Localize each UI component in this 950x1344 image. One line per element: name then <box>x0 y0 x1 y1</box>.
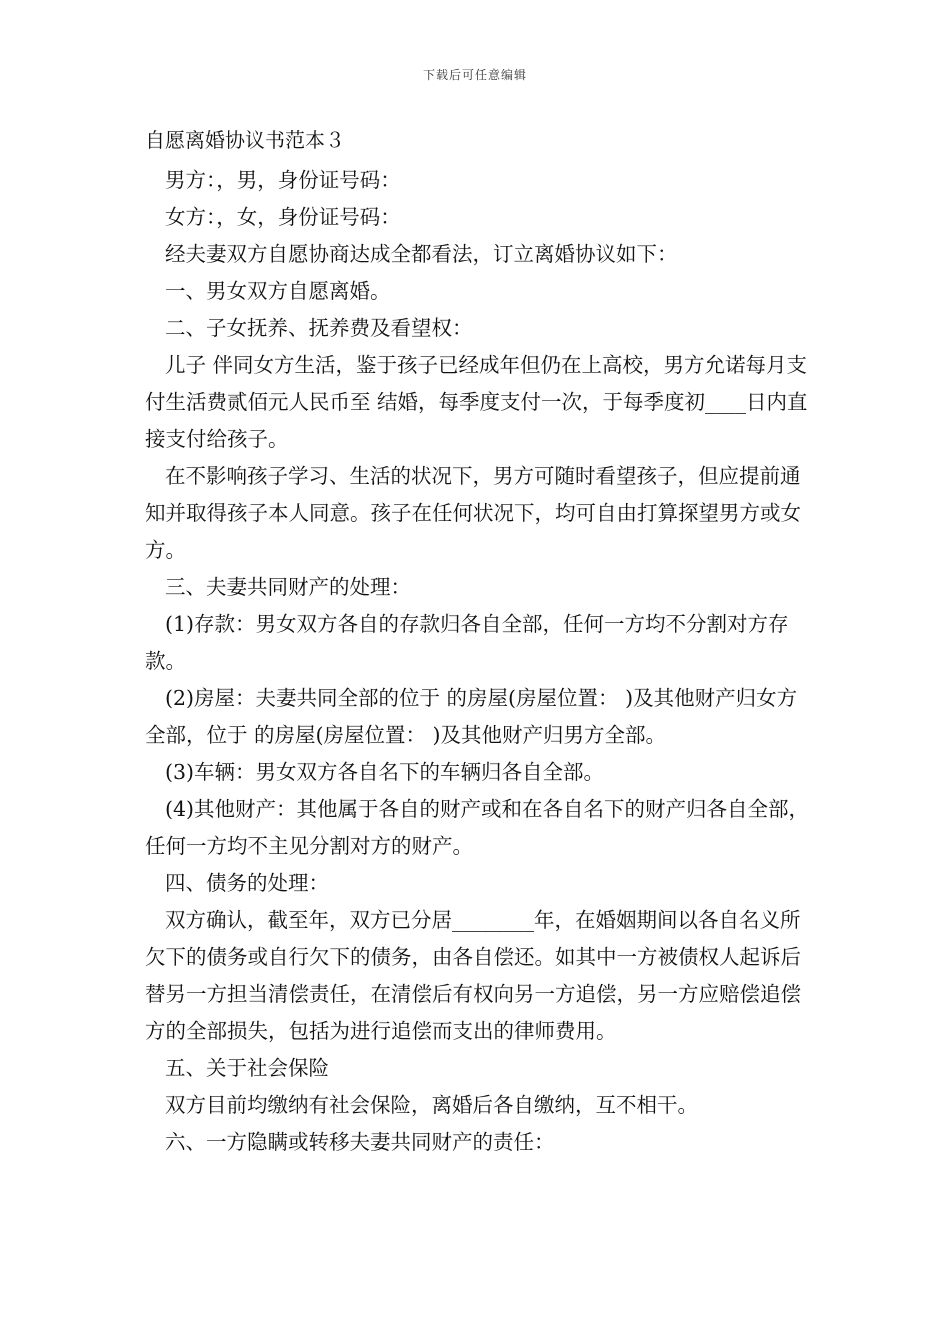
paragraph-intro: 经夫妻双方自愿协商达成全都看法，订立离婚协议如下： <box>165 242 678 266</box>
header-note: 下载后可任意编辑 <box>422 68 527 82</box>
paragraph-other-property: (4)其他财产：其他属于各自的财产或和在各自名下的财产归各自全部，任何一方均不主见分割对方的财产。 <box>145 797 810 858</box>
section-4-heading: 四、债务的处理： <box>165 871 329 895</box>
paragraph-female-party: 女方：，女，身份证号码： <box>165 205 401 229</box>
paragraph-debts: 双方确认，截至年，双方已分居________年，在婚姻期间以各自名义所欠下的债务或自行欠下的债务，由各自偿还。如其中一方被债权人起诉后替另一方担当清偿责任，在清偿后有权向另一方追偿，另一方应赔偿追偿方的全部损失，包括为进行追偿而支出的律师费用。 <box>145 908 801 1043</box>
paragraph-visitation: 在不影响孩子学习、生活的状况下，男方可随时看望孩子，但应提前通知并取得孩子本人同意。孩子在任何状况下，均可自由打算探望男方或女方。 <box>145 464 801 562</box>
section-2-heading: 二、子女抚养、抚养费及看望权： <box>165 316 473 340</box>
document-body <box>145 125 815 1161</box>
paragraph-child-support: 儿子 伴同女方生活，鉴于孩子已经成年但仍在上高校，男方允诺每月支付生活费贰佰元人民币至 结婚，每季度支付一次，于每季度初____日内直接支付给孩子。 <box>145 353 808 451</box>
section-3-heading: 三、夫妻共同财产的处理： <box>165 575 411 599</box>
paragraph-savings: (1)存款：男女双方各自的存款归各自全部，任何一方均不分割对方存款。 <box>145 612 789 673</box>
section-5-heading: 五、关于社会保险 <box>165 1056 329 1080</box>
section-6-heading: 六、一方隐瞒或转移夫妻共同财产的责任： <box>165 1130 555 1154</box>
paragraph-male-party: 男方：，男，身份证号码： <box>165 168 401 192</box>
paragraph-vehicles: (3)车辆：男女双方各自名下的车辆归各自全部。 <box>165 760 605 784</box>
paragraph-social-insurance: 双方目前均缴纳有社会保险，离婚后各自缴纳，互不相干。 <box>165 1093 698 1117</box>
document-title: 自愿离婚协议书范本３ <box>145 128 345 152</box>
paragraph-housing: (2)房屋：夫妻共同全部的位于 的房屋(房屋位置： )及其他财产归女方全部，位于 的房屋(房屋位置： )及其他财产归男方全部。 <box>145 686 798 747</box>
section-1-heading: 一、男女双方自愿离婚。 <box>165 279 391 303</box>
